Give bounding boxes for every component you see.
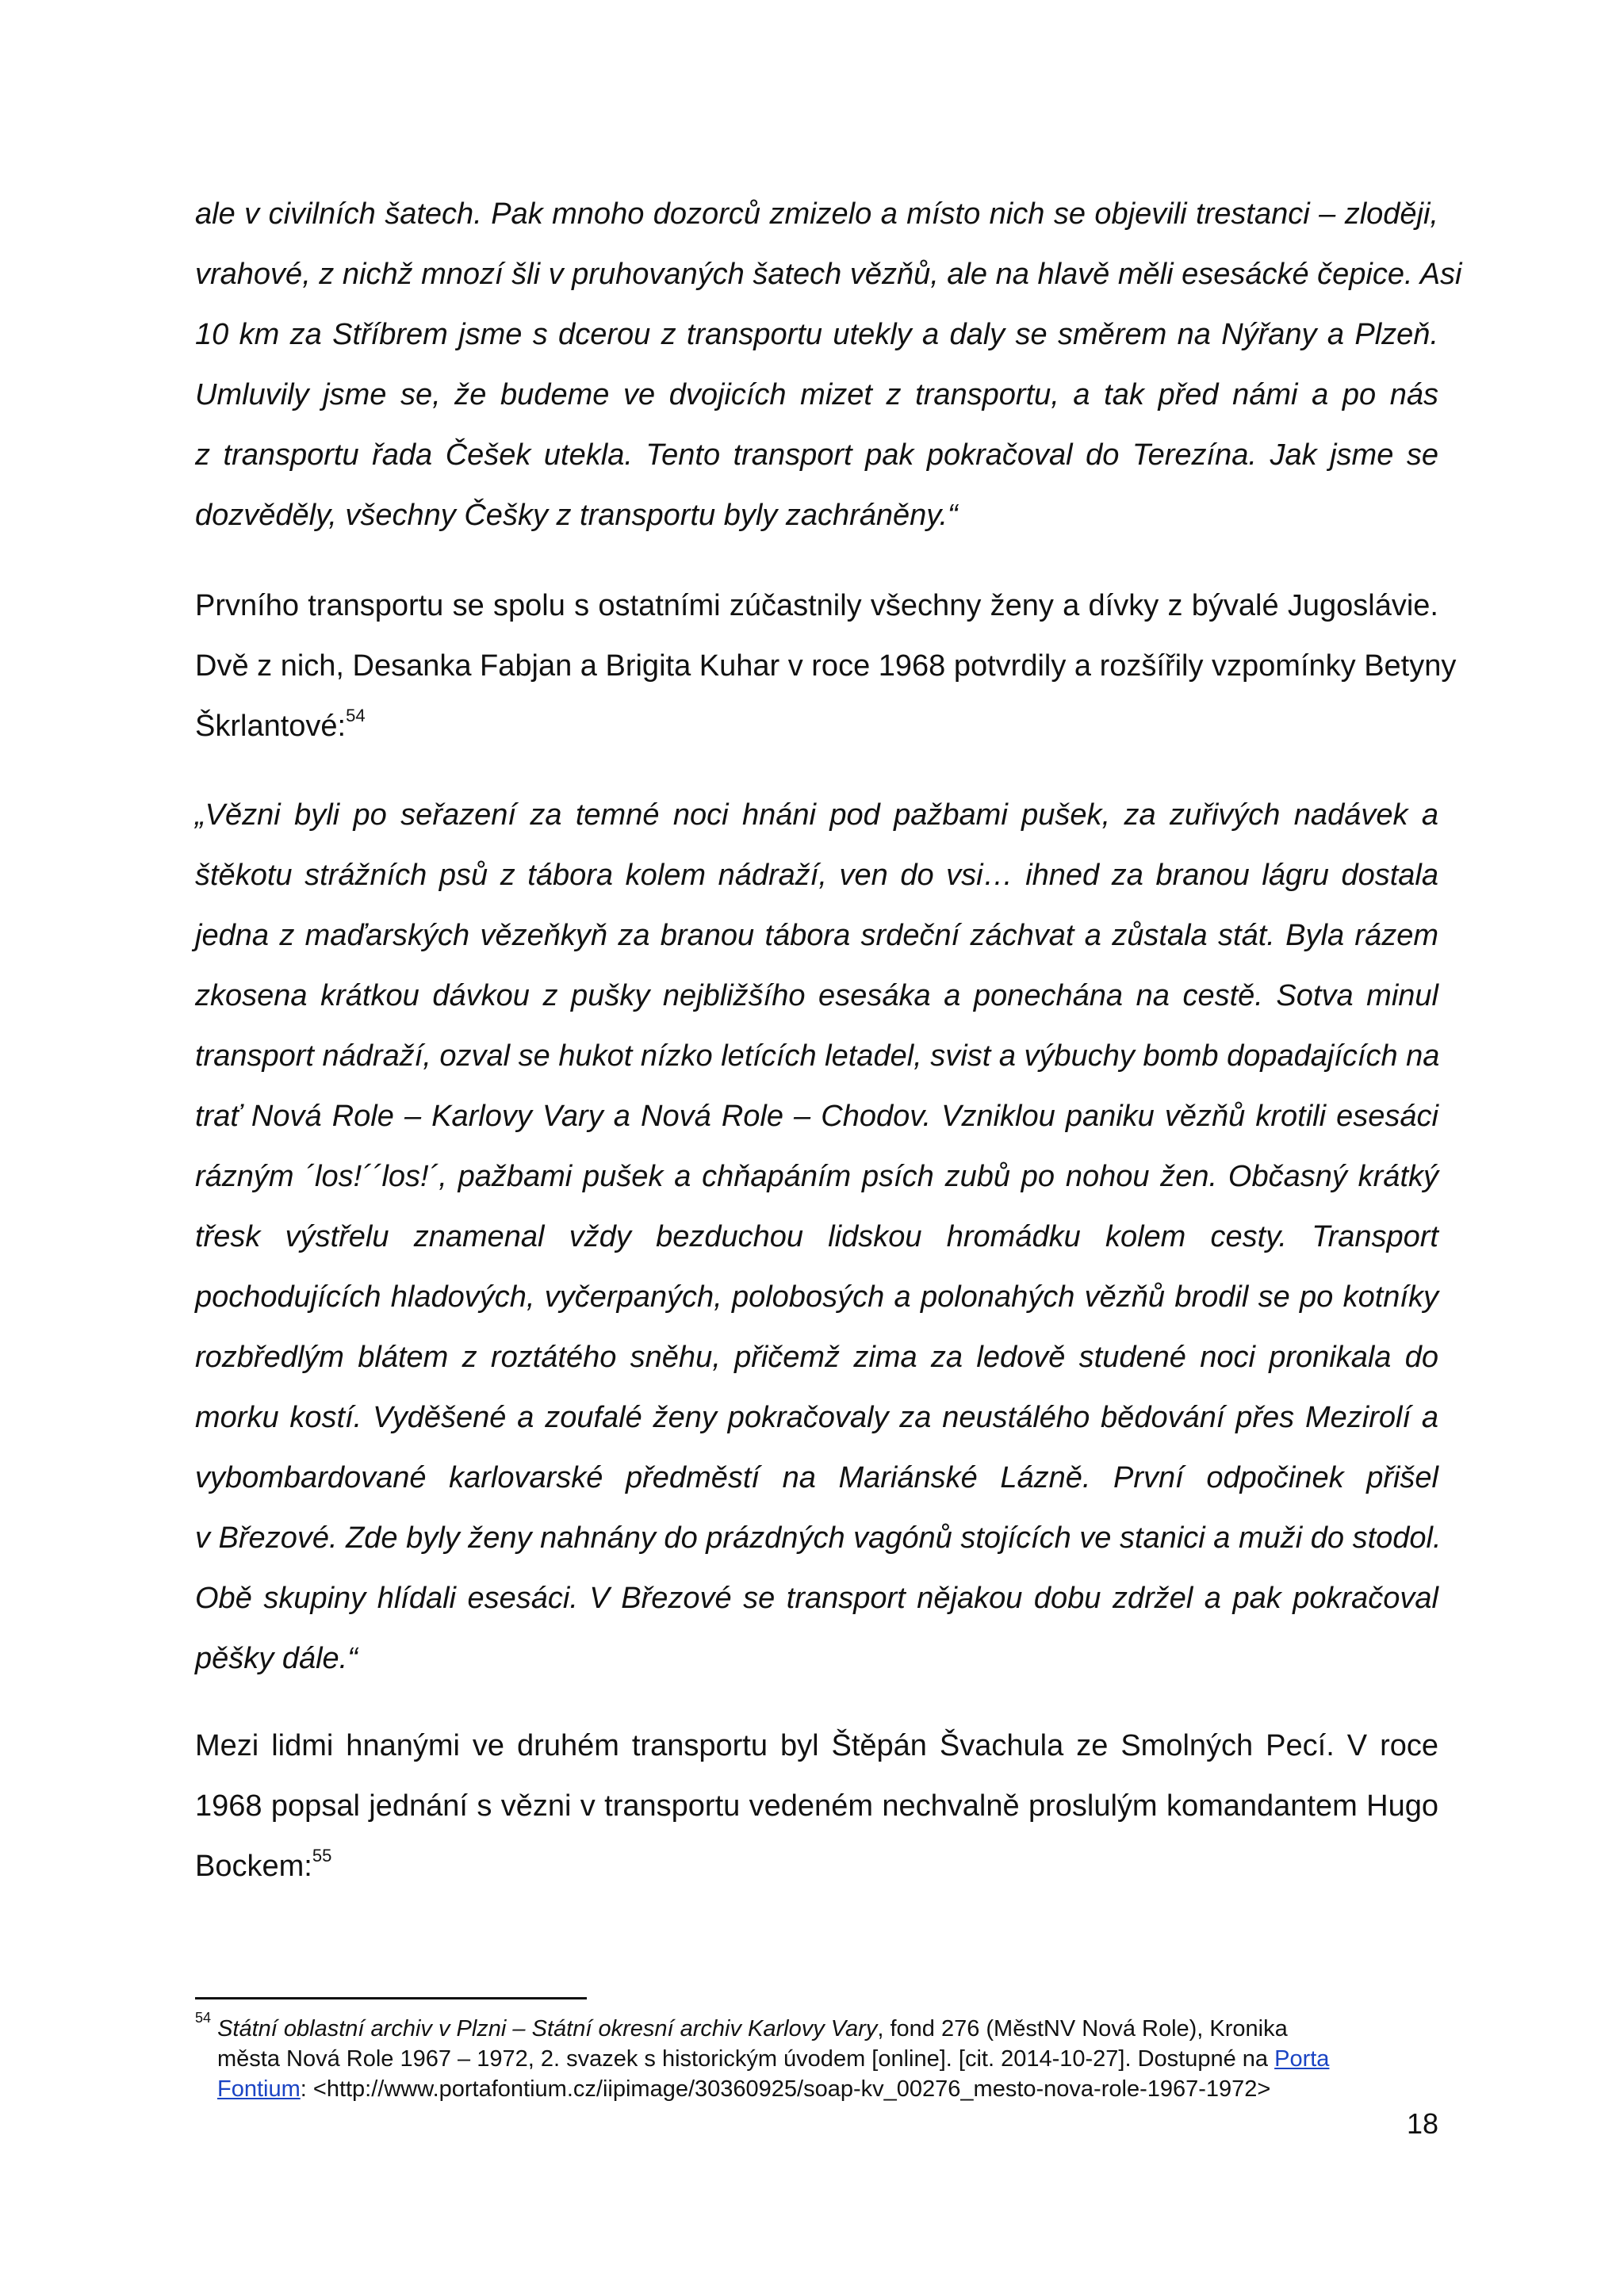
text-line: Obě skupiny hlídali esesáci. V Březové se transport nějakou dobu zdržel a pak pokračoval — [195, 1582, 1438, 1615]
text-line: rázným ´los!´´los!´, pažbami pušek a chňapáním psích zubů po nohou žen. Občasný krátký — [195, 1160, 1438, 1193]
text-line: štěkotu strážních psů z tábora kolem nádraží, ven do vsi… ihned za branou lágru dostala — [195, 859, 1438, 892]
text-line: 1968 popsal jednání s vězni v transportu vedeném nechvalně proslulým komandantem Hugo — [195, 1789, 1438, 1823]
footnote-line — [195, 2074, 1438, 2104]
footnote-url-text: : <http://www.portafontium.cz/iipimage/30360925/soap-kv_00276_mesto-nova-role-1967-1972> — [300, 2076, 1271, 2102]
text-line: trať Nová Role – Karlovy Vary a Nová Role – Chodov. Vzniklou paniku vězňů krotili esesáci — [195, 1100, 1438, 1133]
paragraph-second-transport — [195, 1716, 1438, 1896]
text-line — [195, 696, 1438, 756]
text-line: Dvě z nich, Desanka Fabjan a Brigita Kuhar v roce 1968 potvrdily a rozšířily vzpomínky Betyny — [195, 649, 1457, 683]
text-line — [195, 1836, 1438, 1896]
quote-continuation — [195, 184, 1462, 545]
text-line: vybombardované karlovarské předměstí na Mariánské Lázně. První odpočinek přišel — [195, 1461, 1438, 1494]
text-line: Mezi lidmi hnanými ve druhém transportu byl Štěpán Švachula ze Smolných Pecí. V roce — [195, 1729, 1438, 1762]
page-number: 18 — [1406, 2107, 1438, 2140]
text-line-content: Škrlantové: — [195, 710, 347, 743]
text-line: z transportu řada Češek utekla. Tento transport pak pokračoval do Terezína. Jak jsme se — [195, 438, 1438, 472]
quote-testimony — [195, 785, 1442, 1689]
text-line: ale v civilních šatech. Pak mnoho dozorců zmizelo a místo nich se objevili trestanci – zloději, — [195, 197, 1438, 231]
text-line: vrahové, z nichž mnozí šli v pruhovaných šatech vězňů, ale na hlavě měli esesácké čepice. Asi — [195, 258, 1462, 291]
paragraph-first-transport — [195, 576, 1457, 756]
footnote-line — [195, 2044, 1438, 2074]
text-line-content: Bockem: — [195, 1850, 312, 1883]
footnote-reference[interactable]: 55 — [312, 1846, 332, 1866]
text-line: 10 km za Stříbrem jsme s dcerou z transportu utekly a daly se směrem na Nýřany a Plzeň. — [195, 318, 1438, 351]
text-line: Umluvily jsme se, že budeme ve dvojicích mizet z transportu, a tak před námi a po nás — [195, 378, 1438, 411]
text-line: pěšky dále.“ — [195, 1642, 358, 1675]
footnote-reference[interactable]: 54 — [346, 706, 366, 726]
text-line: rozbředlým blátem z roztátého sněhu, přičemž zima za ledově studené noci pronikala do — [195, 1341, 1438, 1374]
footnote-line — [195, 2010, 1438, 2044]
text-line: dozvěděly, všechny Češky z transportu byly zachráněny.“ — [195, 499, 958, 532]
text-line: v Březové. Zde byly ženy nahnány do prázdných vagónů stojících ve stanici a muži do stodol. — [195, 1521, 1442, 1555]
text-line: morku kostí. Vyděšené a zoufalé ženy pokračovaly za neustálého bědování přes Mezirolí a — [195, 1401, 1438, 1434]
porta-fontium-link[interactable]: Fontium — [217, 2076, 301, 2102]
footnote-text: města Nová Role 1967 – 1972, 2. svazek s historickým úvodem [online]. [cit. 2014-10-27]. Dostupné na — [217, 2046, 1275, 2072]
porta-fontium-link[interactable]: Porta — [1274, 2046, 1330, 2072]
footnote-separator — [195, 1997, 587, 1999]
footnote-text: , fond 276 (MěstNV Nová Role), Kronika — [877, 2016, 1288, 2042]
text-line: pochodujících hladových, vyčerpaných, polobosých a polonahých vězňů brodil se po kotníky — [195, 1280, 1438, 1314]
text-line: třesk výstřelu znamenal vždy bezduchou lidskou hromádku kolem cesty. Transport — [195, 1220, 1438, 1253]
footnote-number: 54 — [195, 2010, 212, 2026]
text-line: transport nádraží, ozval se hukot nízko letících letadel, svist a výbuchy bomb dopadajících na — [195, 1039, 1440, 1073]
text-line: zkosena krátkou dávkou z pušky nejbližšího esesáka a ponechána na cestě. Sotva minul — [195, 979, 1438, 1012]
footnote-archive-name: Státní oblastní archiv v Plzni – Státní okresní archiv Karlovy Vary — [217, 2016, 878, 2042]
text-line: jedna z maďarských vězeňkyň za branou tábora srdeční záchvat a zůstala stát. Byla rázem — [195, 919, 1438, 952]
text-line: „Vězni byli po seřazení za temné noci hnáni pod pažbami pušek, za zuřivých nadávek a — [195, 798, 1438, 832]
text-line: Prvního transportu se spolu s ostatními zúčastnily všechny ženy a dívky z bývalé Jugoslávie. — [195, 589, 1438, 622]
footnote — [195, 2010, 1438, 2104]
